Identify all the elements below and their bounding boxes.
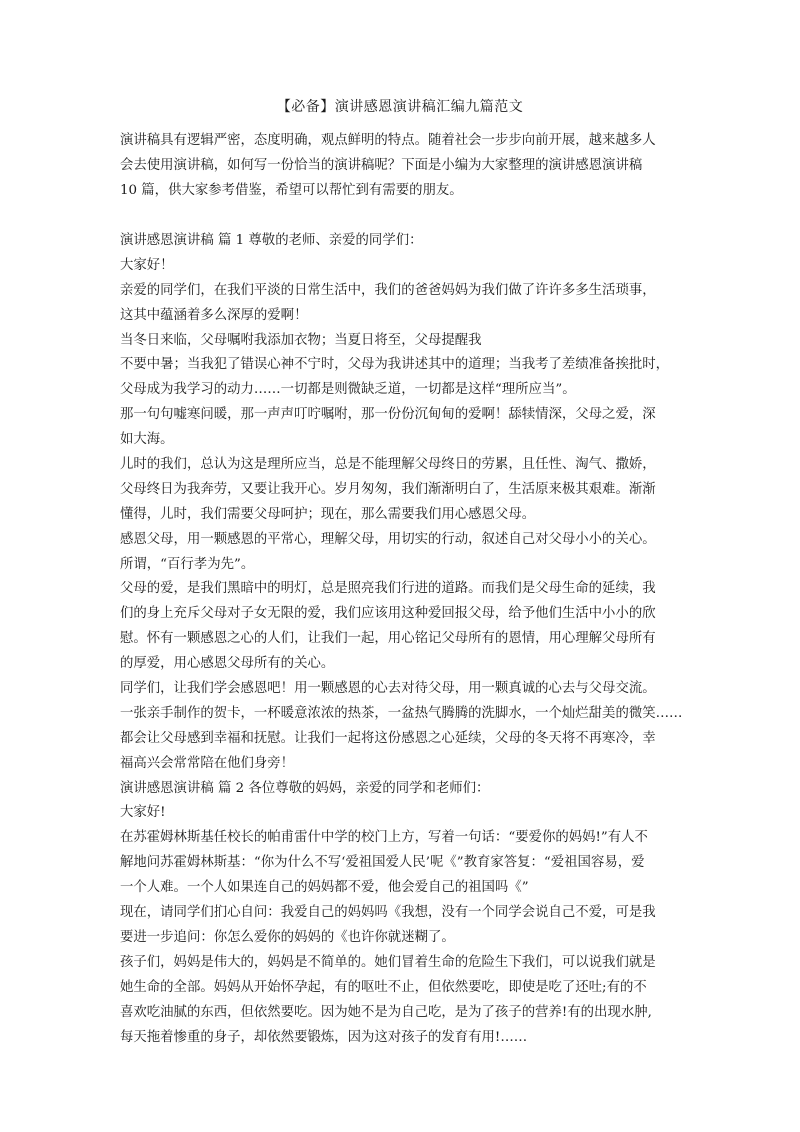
text-line: 喜欢吃油腻的东西，但依然要吃。因为她不是为自己吃，是为了孩子的营养!有的出现水肿, [120, 1004, 652, 1020]
text-line: 孩子们，妈妈是伟大的，妈妈是不简单的。她们冒着生命的危险生下我们，可以说我们就是 [120, 954, 656, 970]
text-line: 每天拖着惨重的身子，却依然要锻炼，因为这对孩子的发育有用!…… [120, 1029, 528, 1045]
speech-body [120, 229, 692, 1050]
text-line: 父母成为我学习的动力……一切都是则微缺乏道，一切都是这样“理所应当”。 [120, 382, 576, 398]
text-line: 父母的爱，是我们黑暗中的明灯，总是照亮我们行进的道路。而我们是父母生命的延续，我 [120, 581, 656, 597]
text-line: 不要中暑；当我犯了错误心神不宁时，父母为我讲述其中的道理；当我考了差绩准备挨批时， [120, 357, 670, 373]
text-line: 一张亲手制作的贺卡，一杯暖意浓浓的热茶，一盆热气腾腾的洗脚水，一个灿烂甜美的微笑…… [120, 705, 683, 721]
text-line: 亲爱的同学们，在我们平淡的日常生活中，我们的爸爸妈妈为我们做了许许多多生活琐事， [120, 282, 656, 298]
text-line: 所谓，“百行孝为先”。 [120, 556, 255, 572]
text-line: 在苏霍姆林斯基任校长的帕甫雷什中学的校门上方，写着一句话：“要爱你的妈妈!”有人不 [120, 830, 648, 846]
text-line: 解地问苏霍姆林斯基：“你为什么不写‘爱祖国爱人民’呢《”教育家答复：“爱祖国容易，爱 [120, 855, 645, 871]
text-line: 当冬日来临，父母嘱咐我添加衣物；当夏日将至，父母提醒我 [120, 332, 482, 348]
text-line: 福高兴会常常陪在他们身旁！ [120, 755, 295, 771]
text-line: 大家好！ [120, 257, 174, 273]
text-line: 同学们，让我们学会感恩吧！用一颗感恩的心去对待父母，用一颗真诚的心去与父母交流。 [120, 681, 656, 697]
text-line: 如大海。 [120, 432, 174, 448]
text-line: 大家好! [120, 805, 166, 821]
document-title: 【必备】演讲感恩演讲稿汇编九篇范文 [276, 99, 524, 115]
text-line: 这其中蕴涵着多么深厚的爱啊！ [120, 307, 308, 323]
text-line: 10 篇，供大家参考借鉴，希望可以帮忙到有需要的朋友。 [120, 182, 463, 198]
section-heading: 演讲感恩演讲稿 篇 2 各位尊敬的妈妈，亲爱的同学和老师们： [120, 780, 490, 796]
text-line: 演讲稿具有逻辑严密，态度明确，观点鲜明的特点。随着社会一步步向前开展，越来越多人 [120, 133, 656, 148]
text-line: 那一句句嘘寒问暖，那一声声叮咛嘱咐，那一份份沉甸甸的爱啊！舔犊情深，父母之爱，深 [120, 407, 656, 423]
text-line: 会去使用演讲稿，如何写一份恰当的演讲稿呢？下面是小编为大家整理的演讲感恩演讲稿 [120, 157, 643, 173]
text-line: 慰。怀有一颗感恩之心的人们，让我们一起，用心铭记父母所有的恩情，用心理解父母所有 [120, 631, 656, 647]
text-line: 现在，请同学们扪心自问：我爱自己的妈妈吗《我想，没有一个同学会说自己不爱，可是我 [120, 905, 656, 921]
text-line: 都会让父母感到幸福和抚慰。让我们一起将这份感恩之心延续，父母的冬天将不再寒冷，幸 [120, 730, 656, 746]
text-line: 儿时的我们，总认为这是理所应当，总是不能理解父母终日的劳累，且任性、淘气、撒娇， [120, 457, 656, 473]
text-line: 懂得，儿时，我们需要父母呵护；现在，那么需要我们用心感恩父母。 [120, 506, 536, 522]
text-line: 她生命的全部。妈妈从开始怀孕起，有的呕吐不止，但依然要吃，即使是吃了还吐;有的不 [120, 979, 647, 995]
intro-paragraph [120, 129, 692, 204]
text-line: 们的身上充斥父母对子女无限的爱，我们应该用这种爱回报父母，给予他们生活中小小的欣 [120, 606, 656, 622]
text-line: 感恩父母，用一颗感恩的平常心，理解父母，用切实的行动，叙述自己对父母小小的关心。 [120, 531, 656, 547]
text-line: 一个人难。一个人如果连自己的妈妈都不爱，他会爱自己的祖国吗《” [120, 880, 529, 896]
text-line: 的厚爱，用心感恩父母所有的关心。 [120, 656, 335, 672]
text-line: 要进一步追问：你怎么爱你的妈妈的《也许你就迷糊了。 [120, 929, 455, 945]
section-heading: 演讲感恩演讲稿 篇 1 尊敬的老师、亲爱的同学们： [120, 233, 423, 248]
text-line: 父母终日为我奔劳，又要让我开心。岁月匆匆，我们渐渐明白了，生活原来极其艰难。渐渐 [120, 481, 656, 497]
